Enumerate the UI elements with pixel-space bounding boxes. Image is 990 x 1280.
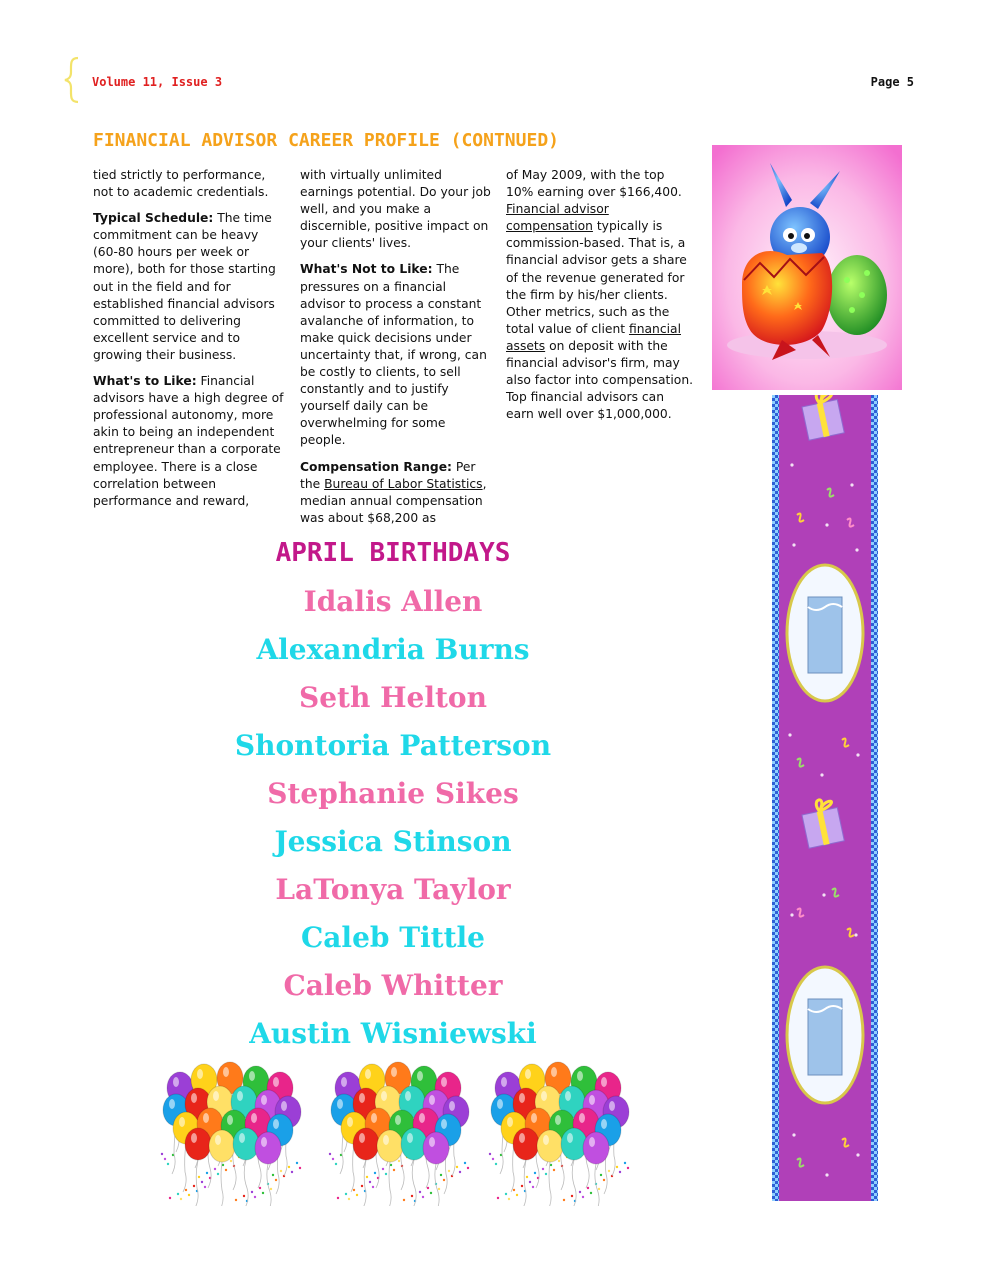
page-number: Page 5 [870,75,914,89]
balloons-image-3 [486,1058,634,1206]
paragraph-text: typically is commission-based. That is, a financial advisor gets a share of the revenue generated for the firm by his/her clients. Other metrics, such as the total value of client [506,219,687,336]
paragraph-text: on deposit with the financial advisor's firm, may also factor into compensation. Top financial advisors can earn well over $1,000,000. [506,338,694,422]
paragraph [506,167,694,423]
paragraph-text: The pressures on a financial advisor to process a constant avalanche of information, to make quick decisions under uncertainty that, if wrong, can be costly to clients, to sell constantly and to justify yourself daily can be overwhelming for some people. [300,262,487,448]
paragraph [300,459,492,527]
paragraph-text: Per the [300,459,476,491]
paragraph [93,167,285,201]
balloons-image-1 [158,1058,306,1206]
article-column-2 [300,167,492,536]
paragraph-text: The time commitment can be heavy (60-80 hours per week or more), both for those starting out in the field and for established financial advisors committed to delivering excellent service and to growing their business. [93,211,276,362]
paragraph-label: What's to Like: [93,374,197,389]
paragraph-label: Typical Schedule: [93,211,214,226]
paragraph [300,261,492,449]
birthday-name: Caleb Tittle [301,921,485,954]
paragraph-text: tied strictly to performance, not to academic credentials. [93,168,269,200]
paragraph-label: What's Not to Like: [300,262,433,277]
paragraph [300,167,492,252]
bls-link[interactable]: Bureau of Labor Statistics [324,476,483,491]
birthday-name: Austin Wisniewski [249,1017,537,1050]
birthday-name: Seth Helton [299,681,487,714]
birthday-name: Shontoria Patterson [234,729,552,762]
article-column-3 [506,167,694,432]
paragraph-text: , median annual compensation was about $68,200 as [300,476,487,525]
article-column-1 [93,167,285,519]
birthday-name: Alexandria Burns [256,633,530,666]
birthday-ribbon-image [772,395,878,1201]
paragraph-text: of May 2009, with the top 10% earning over $166,400. [506,168,682,200]
header-brace-icon [62,56,82,104]
birthday-name: Idalis Allen [303,585,483,618]
paragraph [93,210,285,364]
compensation-link[interactable]: Financial advisor compensation [506,202,609,234]
section-title: FINANCIAL ADVISOR CAREER PROFILE (CONTNUED) [93,130,559,151]
paragraph-label: Compensation Range: [300,459,452,474]
easter-bunny-image [712,145,902,390]
birthday-name: LaTonya Taylor [275,873,511,906]
issue-label: Volume 11, Issue 3 [92,75,223,89]
birthday-name: Jessica Stinson [274,825,512,858]
balloons-image-2 [326,1058,474,1206]
birthday-name: Stephanie Sikes [267,777,519,810]
paragraph-text: with virtually unlimited earnings potential. Do your job well, and you make a discernible, positive impact on your clients' lives. [300,168,491,251]
financial-assets-link[interactable]: financial assets [506,321,681,353]
birthdays-title: APRIL BIRTHDAYS [275,538,511,568]
birthday-name: Caleb Whitter [283,969,503,1002]
birthday-names-list [160,580,626,1060]
paragraph-text: Financial advisors have a high degree of professional autonomy, more akin to being an independent entrepreneur than a corporate employee. There is a close correlation between performance and reward, [93,374,284,508]
paragraph [93,373,285,510]
